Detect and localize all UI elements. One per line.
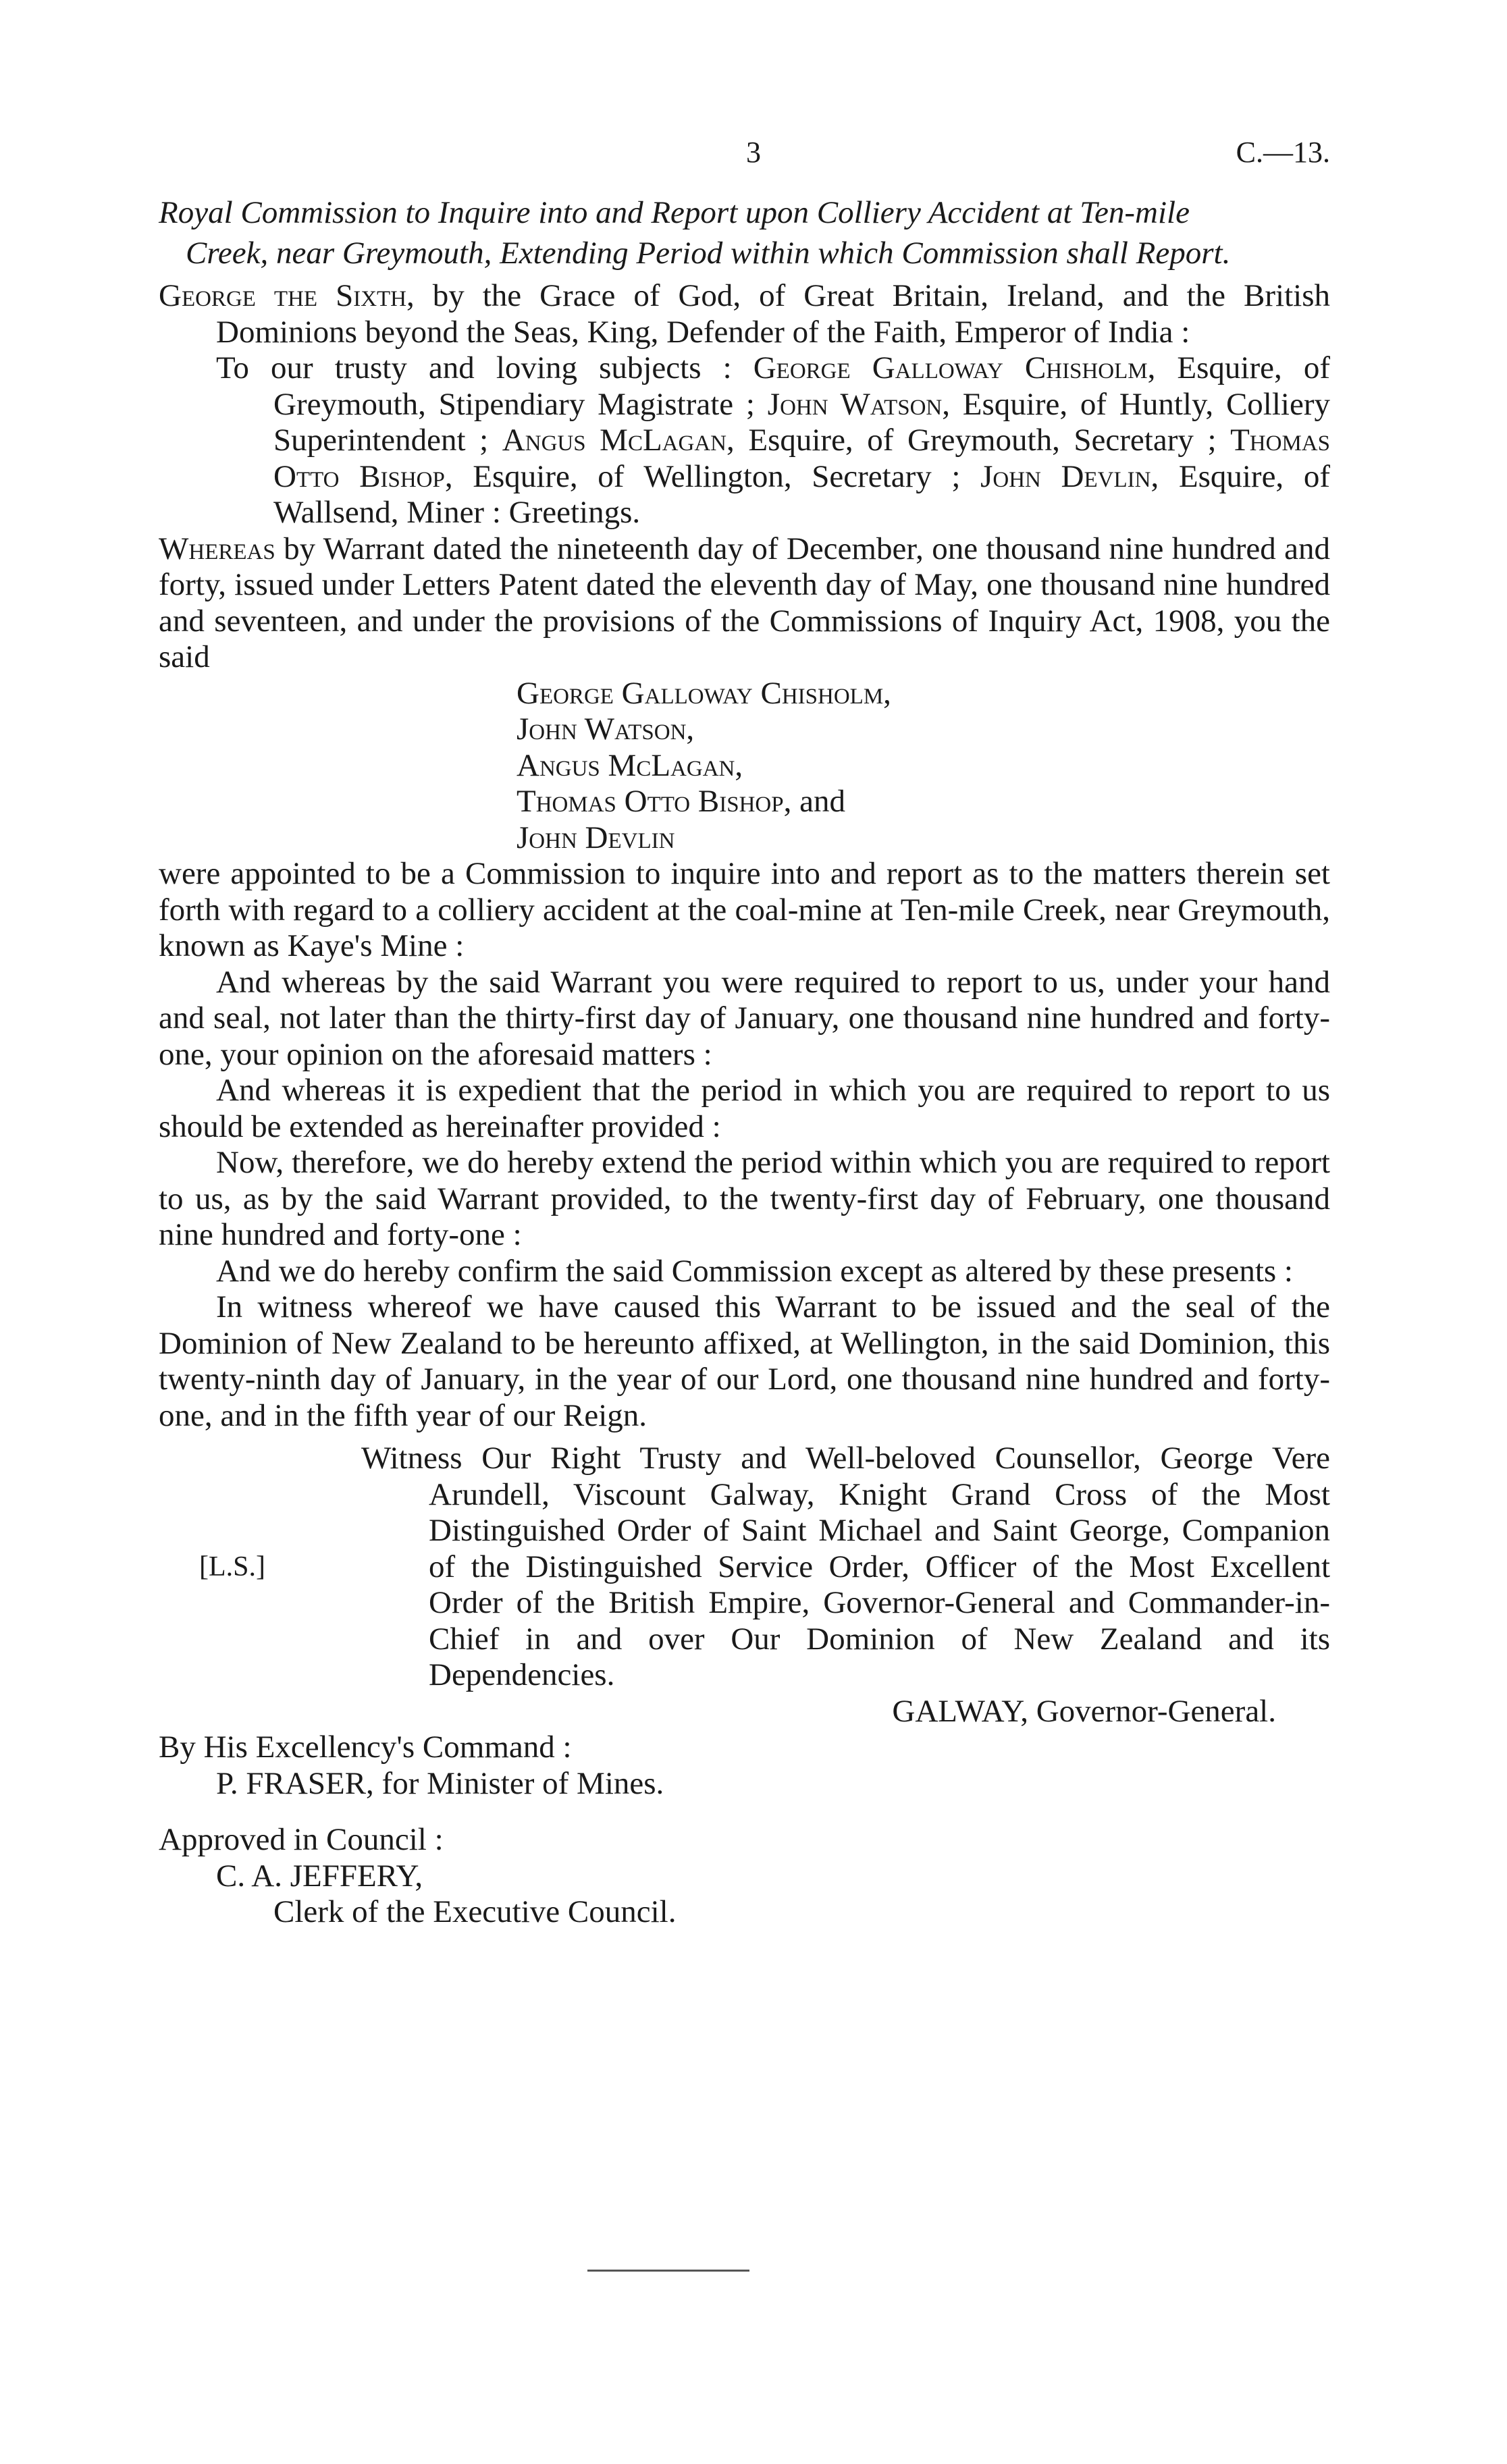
list-item: John Watson, [517,712,695,747]
paragraph-confirmation: And we do hereby confirm the said Commission except as altered by these presents : [216,1253,1293,1289]
list-item: George Galloway Chisholm, [517,675,891,711]
minister-signature: P. FRASER, for Minister of Mines. [216,1765,664,1801]
commissioner-name: John Devlin [980,458,1151,494]
commissioner-desc: , Esquire, of Greymouth, Stipendiary Magistrate ; [273,350,1330,422]
commissioner-desc: , Esquire, of Wallsend, Miner : Greetings. [273,458,1330,530]
list-item: Angus McLagan, [517,747,743,783]
command-line: By His Excellency's Command : [159,1730,572,1765]
commissioner-desc: , Esquire, of Wellington, Secretary ; [444,458,981,494]
list-item-name: Thomas Otto Bishop, [517,784,792,819]
list-item: John Devlin [517,820,675,855]
witness-text: Witness Our Right Trusty and Well-beloved Counsellor, George Vere Arundell, Viscount Galway, Knight Grand Cross of the Most Distinguished Order of Saint Michael and Saint George, Companion of the Distinguished Service Order, Officer of the Most Excellent Order of the British Empire, Governor-General and Commander-in-Chief in and over Our Dominion of New Zealand and its Dependencies. [361,1441,1330,1692]
commissioner-desc: , Esquire, of Greymouth, Secretary ; [726,423,1231,458]
document-body [159,278,1330,1931]
approval-line: Approved in Council : [159,1822,444,1857]
preamble [159,278,1330,350]
list-item-suffix: and [791,784,845,819]
paragraph-extension: Now, therefore, we do hereby extend the period within which you are required to report to us, as by the said Warrant provided, to the twenty-first day of February, one thousand nine hundred and forty-one : [159,1145,1330,1252]
commissioner-name: John Watson [767,386,943,422]
paragraph-requirement: And whereas by the said Warrant you were required to report to us, under your hand and seal, not later than the thirty-first day of January, one thousand nine hundred and forty-one, your opinion on the aforesaid matters : [159,964,1330,1072]
address-intro: To our trusty and loving subjects : [216,350,754,385]
commissioner-desc: , Esquire, of Huntly, Colliery Superintendent ; [273,386,1330,458]
title-line-1: Royal Commission to Inquire into and Report upon Colliery Accident at Ten-mile [159,195,1190,230]
whereas-text: by Warrant dated the nineteenth day of December, one thousand nine hundred and forty, issued under Letters Patent dated the eleventh day of May, one thousand nine hundred and seventeen, and under the provisions of the Commissions of Inquiry Act, 1908, you the said [159,531,1330,674]
sovereign-name: George the Sixth [159,278,407,313]
commissioners-list [517,676,1330,857]
paper-reference: C.—13. [1236,136,1330,169]
preamble-text: , by the Grace of God, of Great Britain, Ireland, and the British Dominions beyond the Seas, King, Defender of the Faith, Emperor of India : [216,278,1330,350]
address-paragraph [216,350,1330,531]
paragraph-expedient: And whereas it is expedient that the period in which you are required to report to us should be extended as hereinafter provided : [159,1073,1330,1144]
title-line-2: Creek, near Greymouth, Extending Period within which Commission shall Report. [186,236,1231,271]
seal-mark: [L.S.] [199,1551,265,1582]
paragraph-appointment: were appointed to be a Commission to inquire into and report as to the matters therein set forth with regard to a colliery accident at the coal-mine at Ten-mile Creek, near Greymouth, known as Kaye's Mine : [159,856,1330,963]
paragraph-witness-whereof: In witness whereof we have caused this Warrant to be issued and the seal of the Dominion of New Zealand to be hereunto affixed, at Wellington, in the said Dominion, this twenty-ninth day of January, in the year of our Lord, one thousand nine hundred and forty-one, and in the fifth year of our Reign. [159,1289,1330,1433]
witness-block [159,1441,1330,1694]
whereas-lead: Whereas [159,531,275,566]
whereas-paragraph [159,531,1330,676]
list-item [517,784,1330,820]
commissioner-name: Thomas Otto Bishop [273,423,1330,494]
clerk-name: C. A. JEFFERY, [216,1858,423,1894]
page-number: 3 [746,136,761,169]
governor-signature: GALWAY, Governor-General. [892,1693,1276,1729]
clerk-title: Clerk of the Executive Council. [273,1894,677,1929]
commissioner-name: Angus McLagan [502,423,727,458]
closing-rule [587,2270,749,2272]
document-title [159,192,1330,273]
commissioner-name: George Galloway Chisholm [753,350,1148,385]
